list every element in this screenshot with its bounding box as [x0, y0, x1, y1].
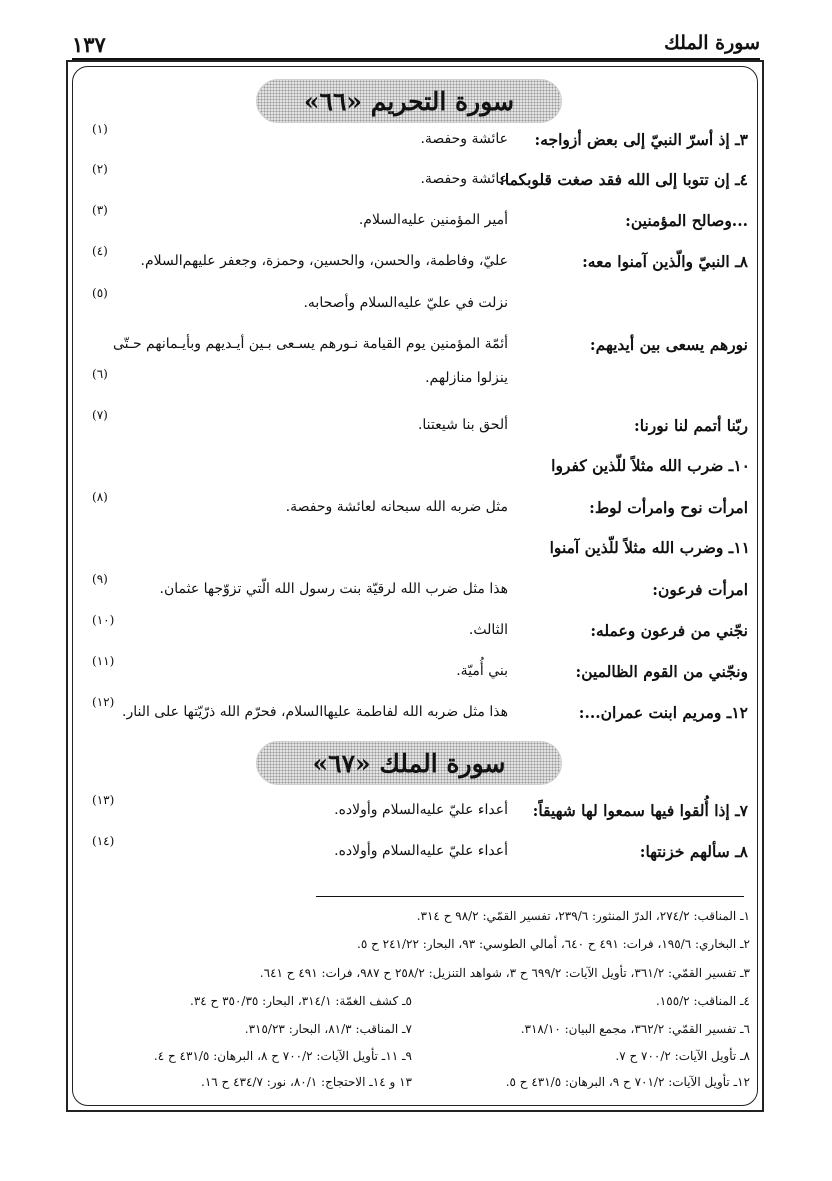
footnote-separator	[316, 896, 744, 897]
footnote: ١٣ و ١٤ـ الاحتجاج: ٨٠/١، نور: ٤٣٤/٧ ح ١٦.	[201, 1075, 412, 1089]
verse-subheading: ١١ـ وضرب الله مثلاً للّذين آمنوا	[549, 538, 750, 557]
commentary-text: نزلت في عليّ عليه‌السلام وأصحابه.	[303, 295, 508, 311]
footnote-marker: (٥)	[92, 286, 108, 300]
commentary-text: بني أُميّة.	[456, 663, 508, 679]
commentary-text: ألحق بنا شيعتنا.	[417, 417, 508, 433]
verse-label: امرأت فرعون:	[652, 580, 748, 599]
commentary-row	[82, 288, 748, 322]
commentary-text: هذا مثل ضرب الله لرقيّة بنت رسول الله الّتي تزوّجها عثمان.	[159, 581, 508, 597]
footnote-marker: (٢)	[92, 162, 108, 176]
commentary-row	[82, 164, 748, 198]
footnote-marker: (١٢)	[92, 695, 115, 709]
page-number: ١٣٧	[72, 32, 106, 57]
footnote-marker: (٩)	[92, 572, 108, 586]
verse-label: ٨ـ النبيّ والّذين آمنوا معه:	[582, 252, 748, 271]
commentary-text: أعداء عليّ عليه‌السلام وأولاده.	[334, 843, 508, 859]
footnote: ٦ـ تفسير القمّي: ٣٦٢/٢، مجمع البيان: ٣١٨/١٠.	[520, 1022, 750, 1036]
verse-label: نورهم يسعى بين أيديهم:	[589, 335, 748, 354]
commentary-row	[82, 124, 748, 158]
verse-label: ربّنا أتمم لنا نورنا:	[634, 416, 748, 435]
verse-label: ٧ـ إذا أُلقوا فيها سمعوا لها شهيقاً:	[532, 801, 748, 820]
footnote: ٤ـ المناقب: ١٥٥/٢.	[655, 994, 750, 1008]
commentary-text: مثل ضربه الله سبحانه لعائشة وحفصة.	[285, 499, 508, 515]
commentary-text: عليّ، وفاطمة، والحسن، والحسين، وحمزة، وجعفر عليهم‌السلام.	[140, 253, 508, 269]
verse-label: ١٢ـ ومريم ابنت عمران...:	[578, 703, 748, 722]
verse-label: ٨ـ سألهم خزنتها:	[639, 842, 748, 861]
commentary-row	[82, 492, 748, 526]
commentary-text: هذا مثل ضربه الله لفاطمة عليها‌السلام، فحرّم الله ذرّيّتها على النار.	[122, 704, 508, 720]
footnote-marker: (٦)	[92, 367, 108, 381]
commentary-row	[82, 410, 748, 444]
footnote: ٥ـ كشف الغمّة: ٣١٤/١، البحار: ٣٥٠/٣٥ ح ٣٤.	[189, 994, 412, 1008]
footnote: ٢ـ البخاري: ١٩٥/٦، فرات: ٤٩١ ح ٦٤٠، أمالي الطوسي: ٩٣، البحار: ٢٤١/٢٢ ح ٥.	[357, 937, 750, 951]
commentary-text: أمير المؤمنين عليه‌السلام.	[358, 212, 508, 228]
footnote-marker: (١٣)	[92, 793, 115, 807]
commentary-text: أعداء عليّ عليه‌السلام وأولاده.	[334, 802, 508, 818]
running-head	[72, 30, 760, 60]
footnote: ٧ـ المناقب: ٨١/٣، البحار: ٣١٥/٢٣.	[244, 1022, 412, 1036]
footnote-marker: (٧)	[92, 408, 108, 422]
commentary-row	[82, 697, 748, 731]
commentary-continuation: ينزلوا منازلهم.	[425, 370, 508, 386]
commentary-row	[82, 246, 748, 280]
surah-banner-mulk	[256, 741, 562, 785]
chapter-title: سورة الملك	[664, 32, 760, 54]
commentary-row	[82, 615, 748, 649]
footnote-marker: (١٤)	[92, 834, 115, 848]
verse-subheading: ١٠ـ ضرب الله مثلاً للّذين كفروا	[551, 456, 750, 475]
verse-label: ...وصالح المؤمنين:	[625, 211, 748, 230]
commentary-row	[82, 574, 748, 608]
footnote: ١٢ـ تأويل الآيات: ٧٠١/٢ ح ٩، البرهان: ٤٣١/٥ ح ٥.	[505, 1075, 750, 1089]
footnote-marker: (٨)	[92, 490, 108, 504]
footnote-marker: (١١)	[92, 654, 115, 668]
commentary-text: عائشة وحفصة.	[420, 131, 508, 147]
verse-label: امرأت نوح وامرأت لوط:	[589, 498, 748, 517]
commentary-text: الثالث.	[468, 622, 508, 638]
verse-label: ٣ـ إذ أسرّ النبيّ إلى بعض أزواجه:	[534, 130, 748, 149]
commentary-row	[82, 329, 748, 386]
surah-banner-text: سورة الملك «٦٧»	[312, 748, 506, 778]
footnote-marker: (١)	[92, 122, 108, 136]
footnote: ١ـ المناقب: ٢٧٤/٢، الدرّ المنثور: ٢٣٩/٦، تفسير القمّي: ٩٨/٢ ح ٣١٤.	[416, 909, 750, 923]
surah-banner-tahrim	[256, 79, 562, 123]
commentary-text: أئمّة المؤمنين يوم القيامة نـورهم يسـعى بـين أيـديهم وبأيـمانهم حـتّى	[112, 336, 508, 352]
commentary-row	[82, 205, 748, 239]
footnote: ٨ـ تأويل الآيات: ٧٠٠/٢ ح ٧.	[615, 1049, 750, 1063]
footnote: ٣ـ تفسير القمّي: ٣٦١/٢، تأويل الآيات: ٦٩٩/٢ ح ٣، شواهد التنزيل: ٢٥٨/٢ ح ٩٨٧، فرات: ٤٩١ ح ٦٤١.	[259, 966, 750, 980]
verse-label: نجّني من فرعون وعمله:	[590, 621, 748, 640]
verse-label: ٤ـ إن تتوبا إلى الله فقد صغت قلوبكما:	[499, 170, 748, 189]
footnote-marker: (٣)	[92, 203, 108, 217]
surah-banner-text: سورة التحريم «٦٦»	[303, 86, 515, 116]
commentary-row	[82, 836, 748, 870]
verse-label: ونجّني من القوم الظالمين:	[575, 662, 748, 681]
footnote: ٩ـ ١١ـ تأويل الآيات: ٧٠٠/٢ ح ٨، البرهان: ٤٣١/٥ ح ٤.	[153, 1049, 412, 1063]
footnote-marker: (٤)	[92, 244, 108, 258]
commentary-text: عائشة وحفصة.	[420, 171, 508, 187]
commentary-row	[82, 656, 748, 690]
commentary-row	[82, 795, 748, 829]
footnote-marker: (١٠)	[92, 613, 115, 627]
